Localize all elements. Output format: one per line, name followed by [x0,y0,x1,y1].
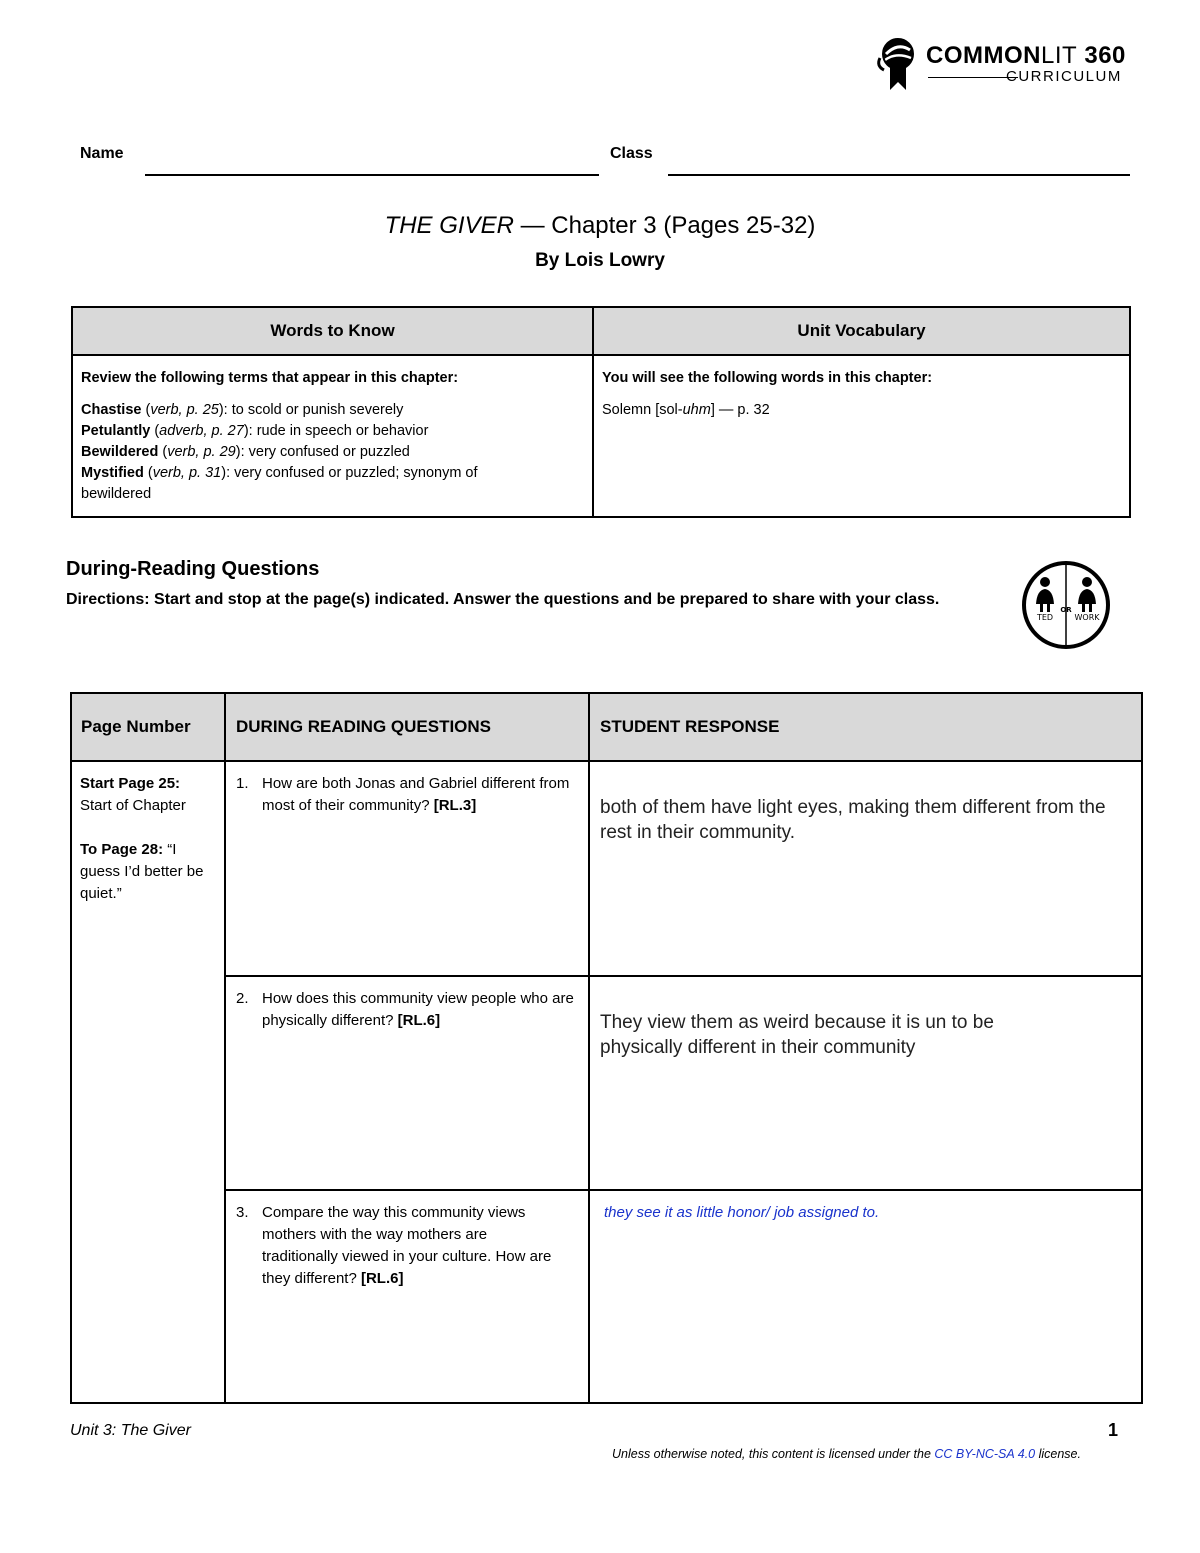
response-header: STUDENT RESPONSE [590,694,1141,760]
badge-left-text: TED [1036,613,1054,622]
words-to-know-cell [81,368,551,505]
response-1[interactable]: both of them have light eyes, making them different from the rest in their community. [600,797,1106,843]
vocab-term: Bewildered (verb, p. 29): very confused or puzzled [81,444,410,460]
page-number: 1 [1108,1420,1119,1440]
page-number-header: Page Number [72,694,224,760]
unit-lead: You will see the following words in this chapter: [602,370,933,386]
header-divider [72,760,1141,762]
during-reading-title: During-Reading Questions [66,558,320,580]
row-divider [226,975,1141,977]
class-field[interactable] [668,174,1130,176]
unit-vocabulary-header: Unit Vocabulary [594,308,1129,356]
license-link[interactable]: CC BY-NC-SA 4.0 [934,1447,1036,1461]
name-label: Name [80,145,124,162]
badge-or-text: OR [1060,606,1072,614]
logo-rule [928,77,1018,78]
response-2[interactable]: They view them as weird because it is un to be physically different in their community [600,1012,994,1058]
vocab-term: Mystified (verb, p. 31): very confused or puzzled; synonym of bewildered [81,465,478,502]
response-3[interactable]: they see it as little honor/ job assigned to. [604,1204,880,1221]
questions-header: DURING READING QUESTIONS [226,694,588,760]
words-to-know-header: Words to Know [73,308,592,356]
unit-vocabulary-cell [602,368,1102,421]
row-divider [226,1189,1141,1191]
vocab-term: Petulantly (adverb, p. 27): rude in speech or behavior [81,423,429,439]
license-notice: Unless otherwise noted, this content is licensed under the CC BY-NC-SA 4.0 license. [612,1447,1081,1461]
questions-table: Page Number DURING READING QUESTIONS STUDENT RESPONSE Start Page 25: Start of Chapter To Page 28: “I guess I’d better be quiet.” 1. How are both Jonas and Gabriel different from most of their community? [RL.3] both of them have light eyes, making them different from the rest in their community. 2. How does this community view people who are physically different? [RL.6] They view them as weird because it is un to be physically different in their community 3. Compare the way this community views mothers with the way mothers are traditionally viewed in your culture. How are they different? [RL.6] they see it as little honor/ job assigned to. [70,692,1143,1404]
vocab-divider [592,308,594,516]
col-divider [224,694,226,1402]
logo-wordmark: COMMONLIT 360 [926,42,1126,69]
turn-and-talk-or-work-icon [1021,560,1111,650]
during-reading-directions: Directions: Start and stop at the page(s) indicated. Answer the questions and be prepared to share with your class. [66,591,940,608]
vocab-term: Chastise (verb, p. 25): to scold or punish severely [81,402,404,418]
words-lead: Review the following terms that appear in this chapter: [81,370,459,386]
commonlit-globe-icon [876,36,920,92]
page-range: Start Page 25: Start of Chapter To Page 28: “I guess I’d better be quiet.” [80,775,204,902]
vocab-table [71,306,1131,518]
unit-term: Solemn [sol-uhm] — p. 32 [602,402,770,418]
logo-subtitle: CURRICULUM [1006,68,1122,85]
badge-right-text: WORK [1074,613,1100,622]
col-divider [588,694,590,1402]
class-label: Class [610,145,653,162]
footer-unit: Unit 3: The Giver [70,1422,191,1439]
page-title: THE GIVER — Chapter 3 (Pages 25-32) [384,212,816,239]
author-line: By Lois Lowry [535,250,665,271]
name-field[interactable] [145,174,599,176]
commonlit-logo [876,36,1136,96]
